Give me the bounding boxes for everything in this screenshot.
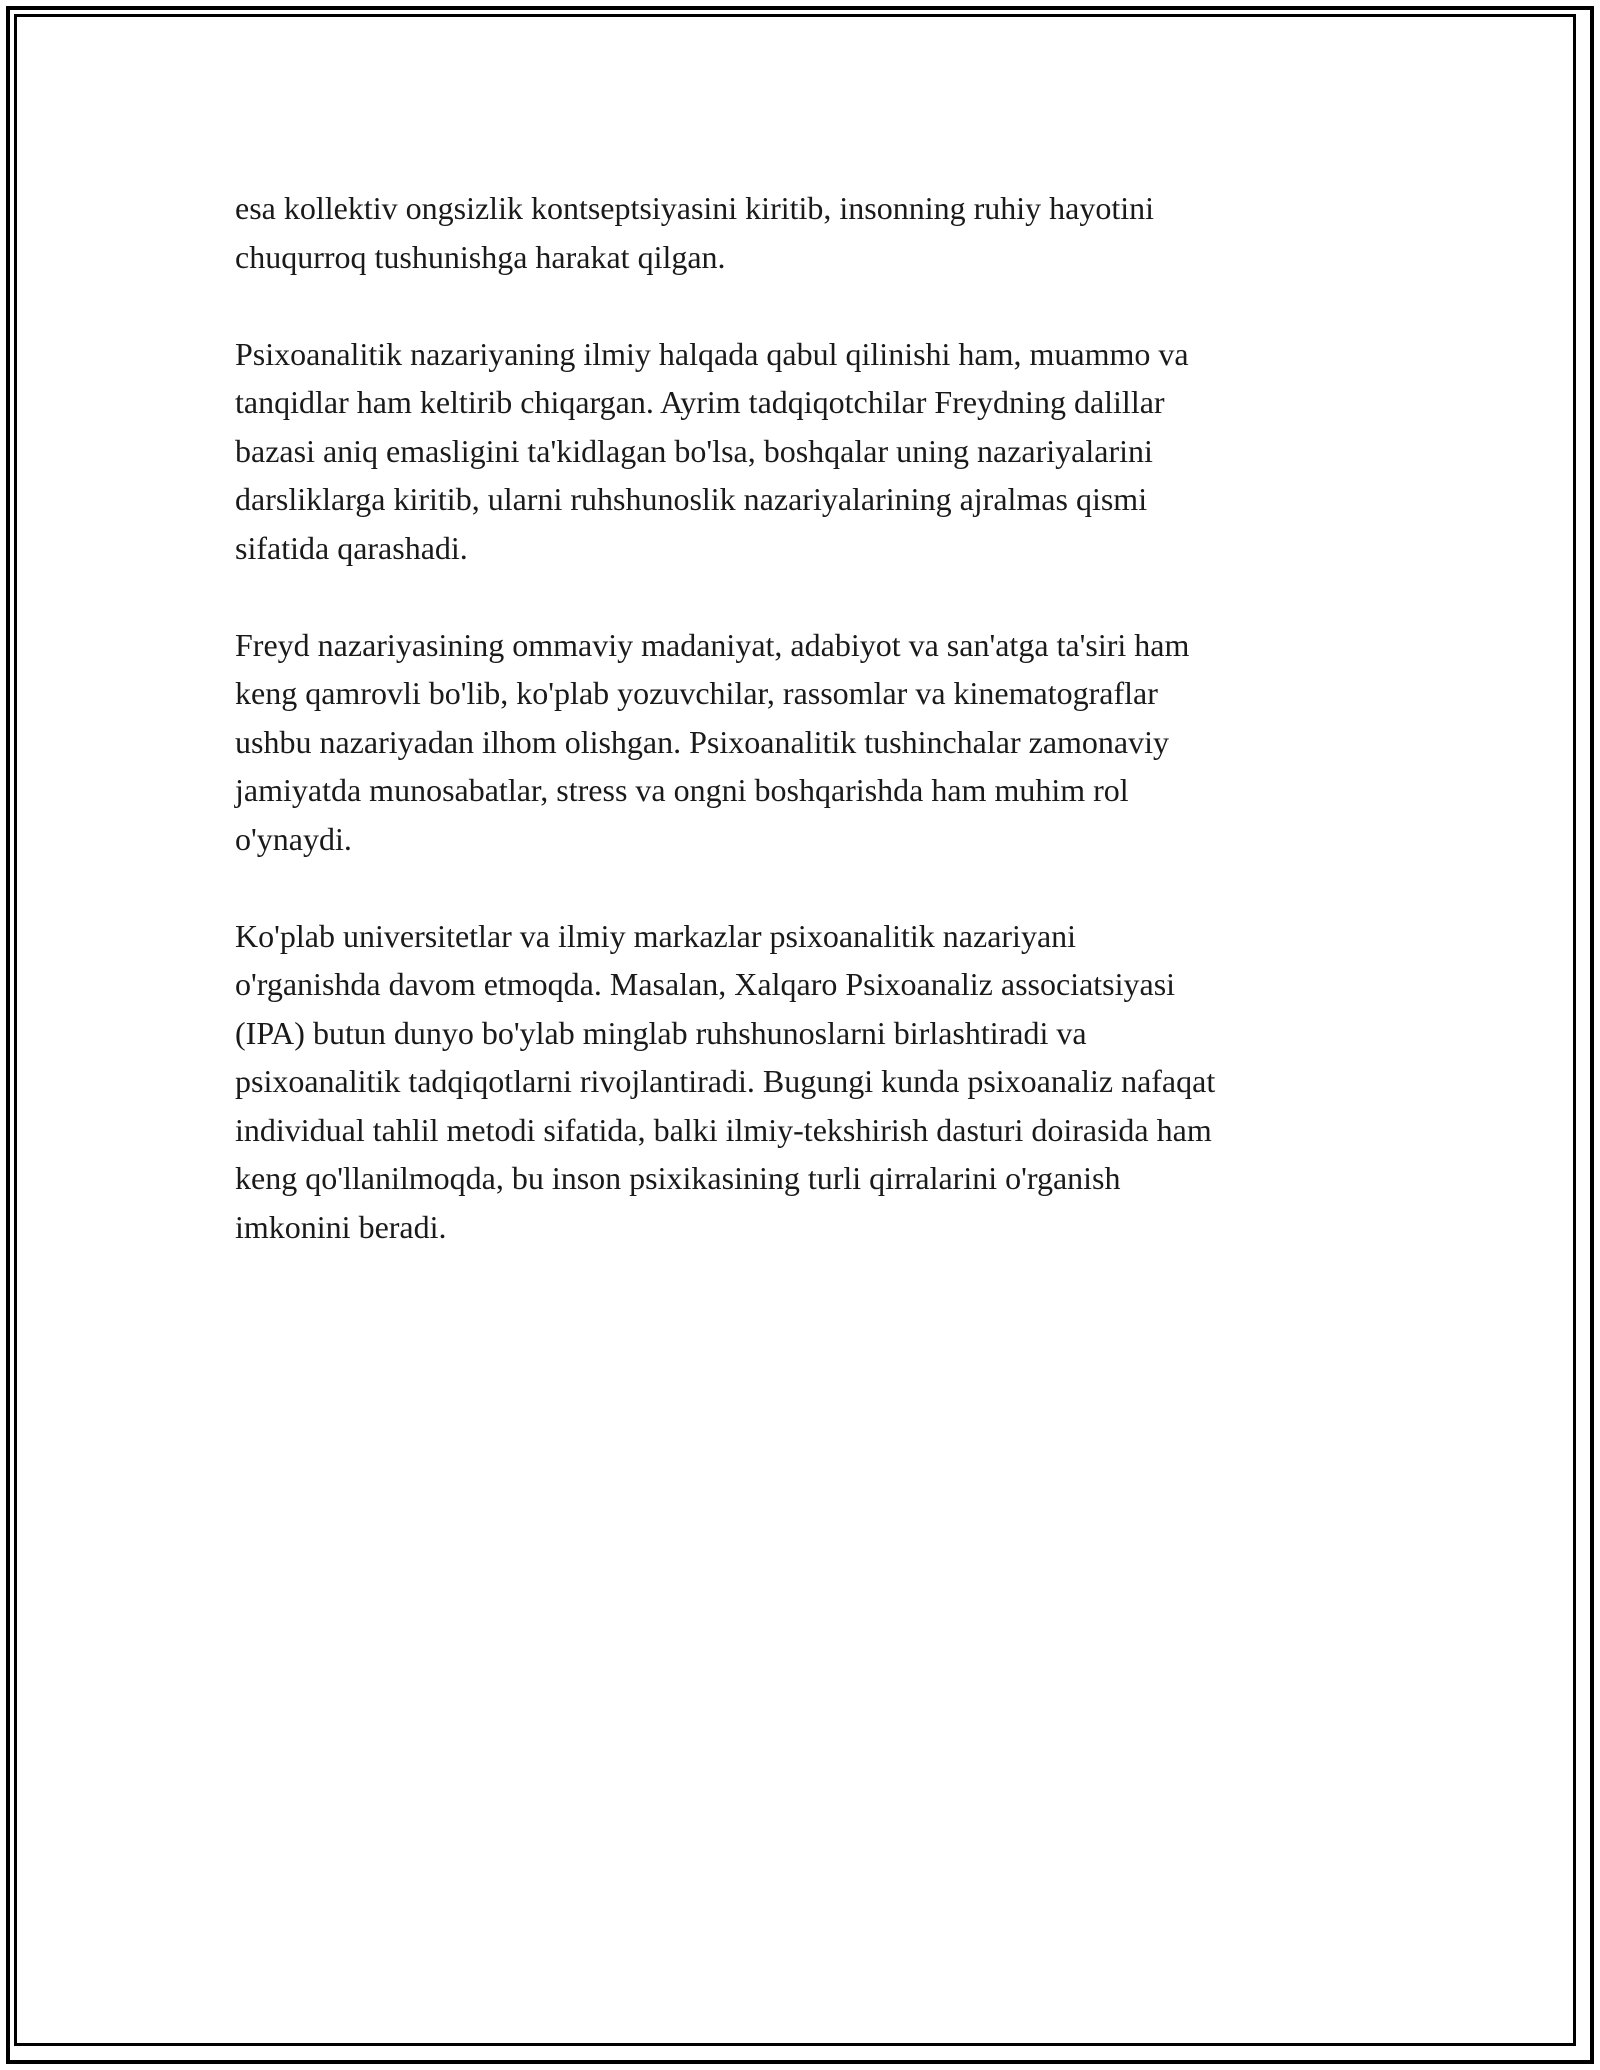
paragraph-1: esa kollektiv ongsizlik kontseptsiyasini kiritib, insonning ruhiy hayotini chuqurroq tushunishga harakat qilgan. xyxy=(235,190,1155,275)
paragraph-4: Ko'plab universitetlar va ilmiy markazlar psixoanalitik nazariyani o'rganishda davom etmoqda. Masalan, Xalqaro Psixoanaliz associatsiyasi (IPA) butun dunyo bo'ylab minglab ruhshunoslarni birlashtiradi va psixoanalitik tadqiqotlarni rivojlantiradi. Bugungi kunda psixoanaliz nafaqat individual tahlil metodi sifatida, balki ilmiy-tekshirish dasturi doirasida ham keng qo'llanilmoqda, bu inson psixikasining turli qirralarini o'rganish imkonini beradi. xyxy=(235,917,1216,1245)
paragraph-2: Psixoanalitik nazariyaning ilmiy halqada qabul qilinishi ham, muammo va tanqidlar ham keltirib chiqargan. Ayrim tadqiqotchilar Freydning dalillar bazasi aniq emasligini ta'kidlagan bo'lsa, boshqalar uning nazariyalarini darsliklarga kiritib, ularni ruhshunoslik nazariyalarining ajralmas qismi sifatida qarashadi. xyxy=(235,335,1189,566)
paragraph-3: Freyd nazariyasining ommaviy madaniyat, adabiyot va san'atga ta'siri ham keng qamrovli bo'lib, ko'plab yozuvchilar, rassomlar va kinematograflar ushbu nazariyadan ilhom olishgan. Psixoanalitik tushinchalar zamonaviy jamiyatda munosabatlar, stress va ongni boshqarishda ham muhim rol o'ynaydi. xyxy=(235,626,1190,857)
document-body xyxy=(235,184,1375,1251)
